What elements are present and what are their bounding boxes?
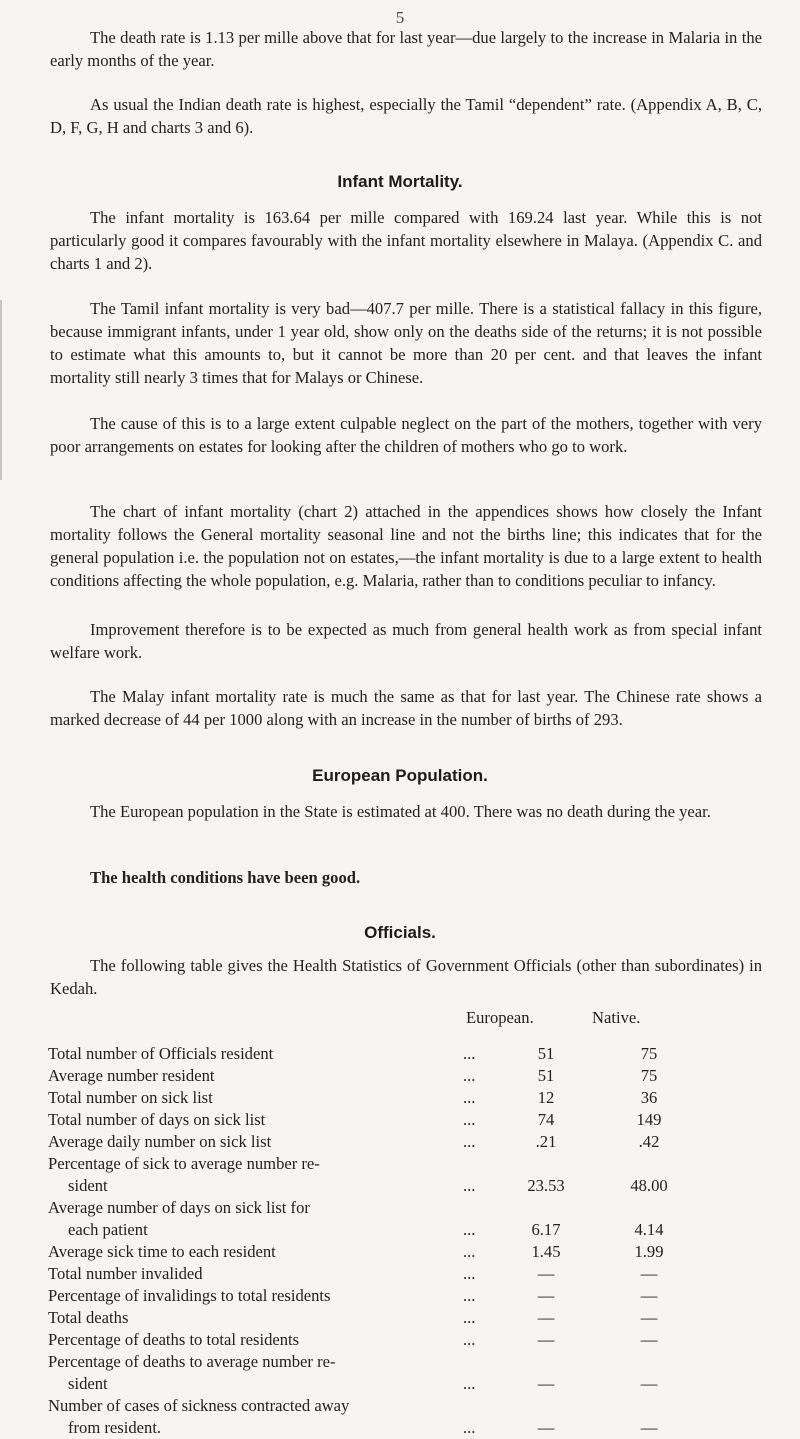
leader-dots: ... [463, 1330, 476, 1349]
row-label [48, 1197, 458, 1241]
row-label-line: Total number on sick list [48, 1088, 213, 1107]
row-label-continuation: sident [68, 1374, 108, 1393]
row-label-line: Average number resident [48, 1066, 215, 1085]
value-european: 12 [537, 1088, 555, 1107]
paragraph-malay-chinese: The Malay infant mortality rate is much the same as that for last year. The Chinese rate shows a marked decrease of 44 per 1000 along with an increase in the number of births of 293. [50, 687, 762, 729]
row-label-line: Average sick time to each resident [48, 1242, 276, 1261]
row-label-line: Percentage of deaths to total residents [48, 1330, 300, 1349]
row-label-line: Average daily number on sick list [48, 1132, 272, 1151]
value-european: 6.17 [531, 1220, 561, 1239]
row-label-line: Total deaths [48, 1308, 129, 1327]
table-row [48, 1153, 762, 1197]
table-row [48, 1241, 762, 1263]
leader-dots: ... [463, 1110, 476, 1129]
row-label [48, 1065, 458, 1087]
table-row [48, 1263, 762, 1285]
row-label [48, 1241, 458, 1263]
value-native: — [640, 1308, 658, 1327]
paragraph-health-conditions: The health conditions have been good. [90, 868, 361, 887]
row-label [48, 1263, 458, 1285]
leader-dots: ... [463, 1374, 476, 1393]
heading-officials: Officials. [364, 923, 436, 942]
value-native: — [640, 1374, 658, 1393]
heading-european-population: European Population. [312, 766, 488, 785]
row-label-line: Percentage of invalidings to total residents [48, 1286, 331, 1305]
paragraph-cause: The cause of this is to a large extent culpable neglect on the part of the mothers, together with very poor arrangements on estates for looking after the children of mothers who go to work. [50, 414, 762, 456]
row-label [48, 1109, 458, 1131]
table-row [48, 1329, 762, 1351]
table-row [48, 1131, 762, 1153]
officials-statistics-table [48, 1043, 762, 1439]
value-european: — [537, 1264, 555, 1283]
leader-dots: ... [463, 1176, 476, 1195]
row-label-line: Number of cases of sickness contracted away [48, 1396, 350, 1415]
table-row [48, 1065, 762, 1087]
value-native: .42 [638, 1132, 660, 1151]
leader-dots: ... [463, 1066, 476, 1085]
row-label [48, 1329, 458, 1351]
value-native: 149 [636, 1110, 662, 1129]
value-native: 1.99 [634, 1242, 664, 1261]
paragraph-tamil-infant: The Tamil infant mortality is very bad—407.7 per mille. There is a statistical fallacy in this figure, because immigrant infants, under 1 year old, show only on the deaths side of the returns; it is not possible to estimate what this amounts to, but it cannot be more than 20 per cent. and that leaves the infant mortality still nearly 3 times that for Malays or Chinese. [50, 299, 762, 387]
margin-mark [0, 300, 16, 480]
value-european: — [537, 1286, 555, 1305]
value-native: — [640, 1264, 658, 1283]
value-european: — [537, 1330, 555, 1349]
table-row [48, 1285, 762, 1307]
table-row [48, 1197, 762, 1241]
table-row [48, 1307, 762, 1329]
row-label-line: Total number invalided [48, 1264, 203, 1283]
row-label-continuation: from resident. [68, 1418, 162, 1437]
row-label-line: Total number of days on sick list [48, 1110, 266, 1129]
row-label-line: Percentage of deaths to average number re- [48, 1352, 336, 1371]
leader-dots: ... [463, 1286, 476, 1305]
page-number: 5 [395, 8, 405, 27]
leader-dots: ... [463, 1308, 476, 1327]
value-european: — [537, 1418, 555, 1437]
leader-dots: ... [463, 1264, 476, 1283]
row-label [48, 1285, 458, 1307]
value-native: 48.00 [630, 1176, 668, 1195]
paragraph-indian-death-rate: As usual the Indian death rate is highest, especially the Tamil “dependent” rate. (Appendix A, B, C, D, F, G, H and charts 3 and 6). [50, 95, 762, 137]
row-label [48, 1153, 458, 1197]
heading-infant-mortality: Infant Mortality. [337, 172, 463, 191]
table-row [48, 1395, 762, 1439]
paragraph-european-population: The European population in the State is estimated at 400. There was no death during the year. [90, 802, 711, 821]
value-native: 4.14 [634, 1220, 664, 1239]
row-label [48, 1043, 458, 1065]
row-label-line: Total number of Officials resident [48, 1044, 274, 1063]
row-label [48, 1131, 458, 1153]
value-european: 1.45 [531, 1242, 561, 1261]
row-label [48, 1307, 458, 1329]
value-native: 75 [640, 1066, 658, 1085]
table-row [48, 1109, 762, 1131]
paragraph-infant-mortality: The infant mortality is 163.64 per mille compared with 169.24 last year. While this is not particularly good it compares favourably with the infant mortality elsewhere in Malaya. (Appendix C. and charts 1 and 2). [50, 208, 762, 273]
leader-dots: ... [463, 1220, 476, 1239]
value-european: — [537, 1374, 555, 1393]
row-label-continuation: each patient [68, 1220, 148, 1239]
value-native: 75 [640, 1044, 658, 1063]
column-header-european: European. [466, 1008, 534, 1027]
value-european: 23.53 [527, 1176, 565, 1195]
leader-dots: ... [463, 1132, 476, 1151]
value-native: 36 [640, 1088, 658, 1107]
paragraph-chart: The chart of infant mortality (chart 2) attached in the appendices shows how closely the Infant mortality follows the General mortality seasonal line and not the births line; this indicates that for the general population i.e. the population not on estates,—the infant mortality is due to a large extent to health conditions affecting the whole population, e.g. Malaria, rather than to conditions peculiar to infancy. [50, 502, 762, 590]
leader-dots: ... [463, 1088, 476, 1107]
row-label-line: Average number of days on sick list for [48, 1198, 310, 1217]
table-row [48, 1351, 762, 1395]
row-label-continuation: sident [68, 1176, 108, 1195]
value-native: — [640, 1418, 658, 1437]
leader-dots: ... [463, 1242, 476, 1261]
table-row [48, 1087, 762, 1109]
value-european: .21 [535, 1132, 557, 1151]
leader-dots: ... [463, 1044, 476, 1063]
value-european: 74 [537, 1110, 555, 1129]
value-european: 51 [537, 1066, 555, 1085]
column-header-native: Native. [592, 1008, 641, 1027]
value-native: — [640, 1330, 658, 1349]
table-row [48, 1043, 762, 1065]
row-label-line: Percentage of sick to average number re- [48, 1154, 320, 1173]
row-label [48, 1395, 458, 1439]
paragraph-table-intro: The following table gives the Health Statistics of Government Officials (other than subordinates) in Kedah. [50, 956, 762, 998]
paragraph-improvement: Improvement therefore is to be expected as much from general health work as from special infant welfare work. [50, 620, 762, 662]
value-native: — [640, 1286, 658, 1305]
row-label [48, 1087, 458, 1109]
row-label [48, 1351, 458, 1395]
paragraph-death-rate: The death rate is 1.13 per mille above that for last year—due largely to the increase in Malaria in the early months of the year. [50, 28, 762, 70]
leader-dots: ... [463, 1418, 476, 1437]
value-european: — [537, 1308, 555, 1327]
value-european: 51 [537, 1044, 555, 1063]
